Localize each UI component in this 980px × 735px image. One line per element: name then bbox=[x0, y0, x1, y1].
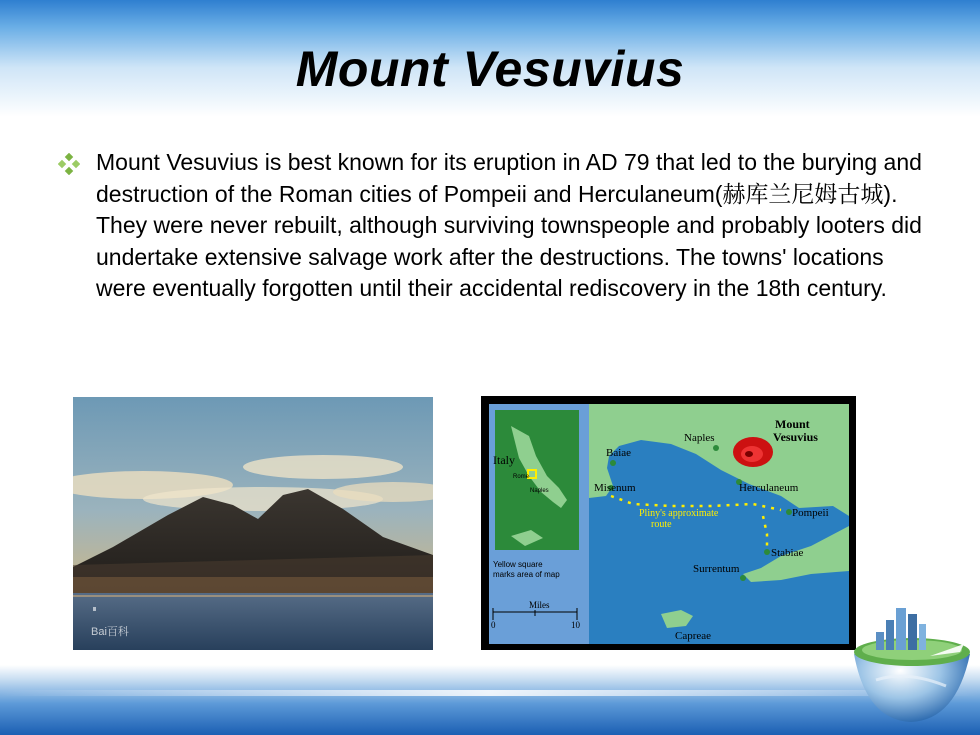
volcano-label-line2: Vesuvius bbox=[773, 430, 818, 444]
footer-light-streak bbox=[0, 690, 980, 696]
map-label-capreae: Capreae bbox=[675, 630, 712, 642]
vesuvius-photo bbox=[73, 397, 433, 650]
vesuvius-volcano-icon bbox=[733, 437, 773, 467]
slide-title: Mount Vesuvius bbox=[295, 41, 685, 97]
inset-naples-label: Naples bbox=[530, 488, 549, 494]
map-label-misenum: Misenum bbox=[594, 482, 636, 494]
inset-note-line2: marks area of map bbox=[493, 570, 560, 579]
inset-note-line1: Yellow square bbox=[493, 560, 543, 569]
diamond-bullet-icon bbox=[58, 153, 80, 175]
globe-city-decoration-icon bbox=[846, 600, 976, 730]
scale-title: Miles bbox=[529, 600, 550, 610]
route-label-line1: Pliny's approximate bbox=[639, 508, 719, 519]
footer-gradient bbox=[0, 665, 980, 735]
map-label-pompeii: Pompeii bbox=[792, 507, 829, 519]
scale-end: 10 bbox=[571, 620, 580, 630]
map-label-surrentum: Surrentum bbox=[693, 563, 740, 575]
scale-start: 0 bbox=[491, 620, 496, 630]
map-label-naples: Naples bbox=[684, 432, 715, 444]
map-label-baiae: Baiae bbox=[606, 447, 632, 459]
map-label-herculaneum: Herculaneum bbox=[739, 482, 799, 494]
route-label-line2: route bbox=[651, 519, 672, 530]
map-label-stabiae: Stabiae bbox=[771, 547, 804, 559]
bullet-text: Mount Vesuvius is best known for its eruption in AD 79 that led to the burying and destruction of the Roman cities of Pompeii and Herculaneum(赫库兰尼姆古城). They were never rebuilt, although surviving townspeople and probably looters did undertake extensive salvage work after the destructions. The towns' locations were eventually forgotten until their accidental rediscovery in the 18th century. bbox=[96, 149, 922, 301]
volcano-label-line1: Mount bbox=[775, 417, 810, 431]
inset-italy-label: Italy bbox=[493, 453, 515, 467]
bay-of-naples-map bbox=[481, 396, 856, 650]
inset-rome-label: Rome bbox=[513, 474, 530, 480]
baidu-watermark: Bai百科 bbox=[91, 626, 129, 638]
